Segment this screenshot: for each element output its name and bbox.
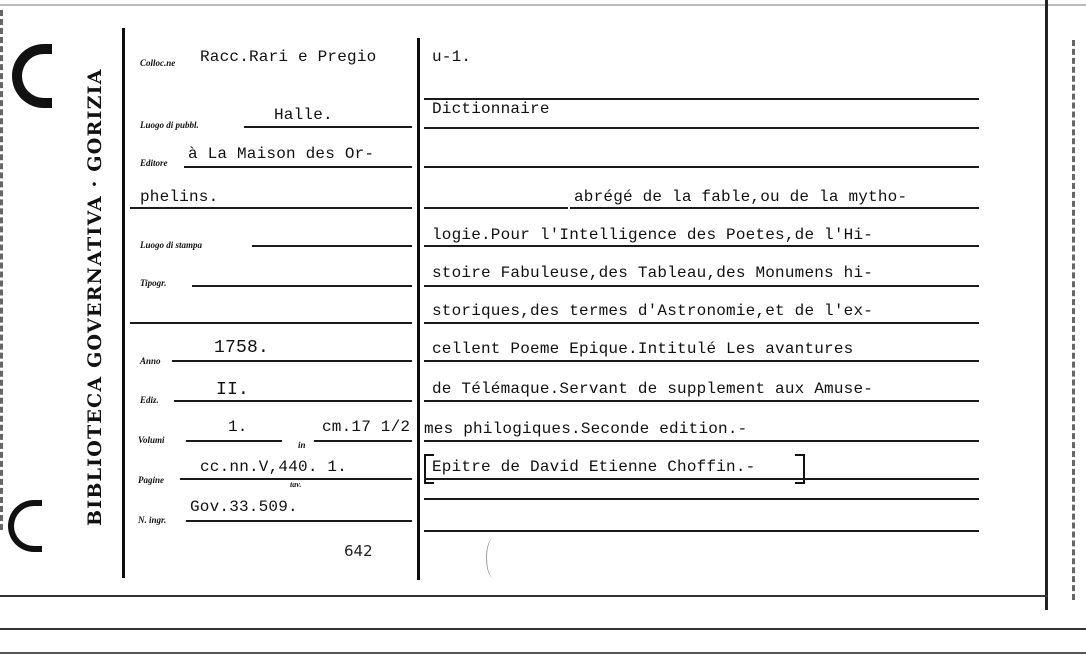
rule-anno bbox=[172, 360, 412, 362]
title-line-6: stoire Fabuleuse,des Tableau,des Monumens hi- bbox=[432, 264, 874, 282]
label-anno: Anno bbox=[140, 356, 161, 366]
pencil-mark bbox=[486, 538, 501, 578]
library-stamp: BIBLIOTECA GOVERNATIVA · GORIZIA bbox=[84, 68, 106, 526]
handwritten-number: 642 bbox=[344, 542, 373, 560]
rule-r12 bbox=[424, 498, 979, 500]
value-n-ingr: Gov.33.509. bbox=[190, 498, 298, 516]
rule-ediz bbox=[174, 400, 412, 402]
label-tav: tav. bbox=[290, 480, 302, 489]
rule-r11 bbox=[424, 478, 979, 480]
label-n-ingr: N. ingr. bbox=[138, 515, 167, 525]
rule-r1 bbox=[424, 98, 979, 100]
title-line-4: abrégé de la fable,ou de la mytho- bbox=[574, 188, 908, 206]
rule-r3 bbox=[424, 166, 979, 168]
binder-hole-icon bbox=[12, 44, 52, 108]
label-pagine: Pagine bbox=[138, 475, 164, 485]
rule-editore-2 bbox=[130, 207, 412, 209]
binder-hole-icon bbox=[8, 500, 42, 552]
underlying-card-edge bbox=[0, 628, 1086, 630]
title-line-5: logie.Pour l'Intelligence des Poetes,de l'Hi- bbox=[432, 226, 874, 244]
underlying-card-edge-2 bbox=[0, 652, 1086, 654]
rule-blank bbox=[130, 322, 412, 324]
label-luogo-pubbl: Luogo di pubbl. bbox=[140, 120, 199, 130]
label-collocazione: Colloc.ne bbox=[140, 58, 176, 68]
title-line-10: mes philogiques.Seconde edition.- bbox=[424, 420, 748, 438]
value-collocazione: Racc.Rari e Pregio bbox=[200, 48, 377, 66]
rule-r5 bbox=[424, 245, 979, 247]
label-volumi: Volumi bbox=[138, 435, 165, 445]
label-in: in bbox=[298, 440, 306, 450]
value-luogo-pubbl: Halle. bbox=[274, 106, 333, 124]
title-line-2: Dictionnaire bbox=[432, 100, 550, 118]
value-editore-line1: à La Maison des Or- bbox=[188, 145, 375, 163]
value-editore-line2: phelins. bbox=[140, 188, 219, 206]
label-tipogr: Tipogr. bbox=[140, 278, 167, 288]
rule-r4-short bbox=[424, 207, 568, 209]
rule-tipogr bbox=[192, 285, 412, 287]
label-editore: Editore bbox=[140, 158, 168, 168]
rule-volumi bbox=[186, 440, 282, 442]
rule-r6 bbox=[424, 285, 979, 287]
rule-r9 bbox=[424, 400, 979, 402]
rule-r4 bbox=[570, 207, 979, 209]
rule-luogo-stampa bbox=[252, 245, 412, 247]
center-rule bbox=[417, 38, 420, 580]
card-top-edge bbox=[0, 4, 1086, 6]
title-line-7: storiques,des termes d'Astronomie,et de l'ex- bbox=[432, 302, 874, 320]
rule-r8 bbox=[424, 360, 979, 362]
card-right-edge bbox=[1045, 0, 1048, 610]
title-line-1: u-1. bbox=[432, 48, 472, 66]
right-edge-marks bbox=[1072, 40, 1081, 600]
value-ediz: II. bbox=[216, 380, 250, 400]
rule-luogo-pubbl bbox=[244, 126, 412, 128]
value-anno: 1758. bbox=[214, 338, 270, 358]
rule-n-ingr bbox=[186, 520, 412, 522]
title-line-8: cellent Poeme Epique.Intitulé Les avantures bbox=[432, 340, 854, 358]
card-bottom-edge bbox=[0, 595, 1048, 597]
rule-r2 bbox=[424, 127, 979, 129]
value-pagine: cc.nn.V,440. 1. bbox=[200, 458, 348, 476]
rule-r7 bbox=[424, 322, 979, 324]
value-volumi: 1. bbox=[228, 418, 248, 436]
label-ediz: Ediz. bbox=[140, 395, 159, 405]
title-line-11: Epitre de David Etienne Choffin.- bbox=[432, 458, 756, 476]
rule-editore bbox=[184, 166, 412, 168]
label-luogo-stampa: Luogo di stampa bbox=[140, 240, 203, 250]
value-formato: cm.17 1/2 bbox=[322, 418, 411, 436]
rule-r13 bbox=[424, 530, 979, 532]
title-line-9: de Télémaque.Servant de supplement aux Amuse- bbox=[432, 380, 874, 398]
rule-formato bbox=[314, 440, 412, 442]
left-margin-rule bbox=[122, 28, 125, 578]
left-edge-dashes bbox=[0, 10, 9, 530]
rule-r10 bbox=[424, 440, 979, 442]
